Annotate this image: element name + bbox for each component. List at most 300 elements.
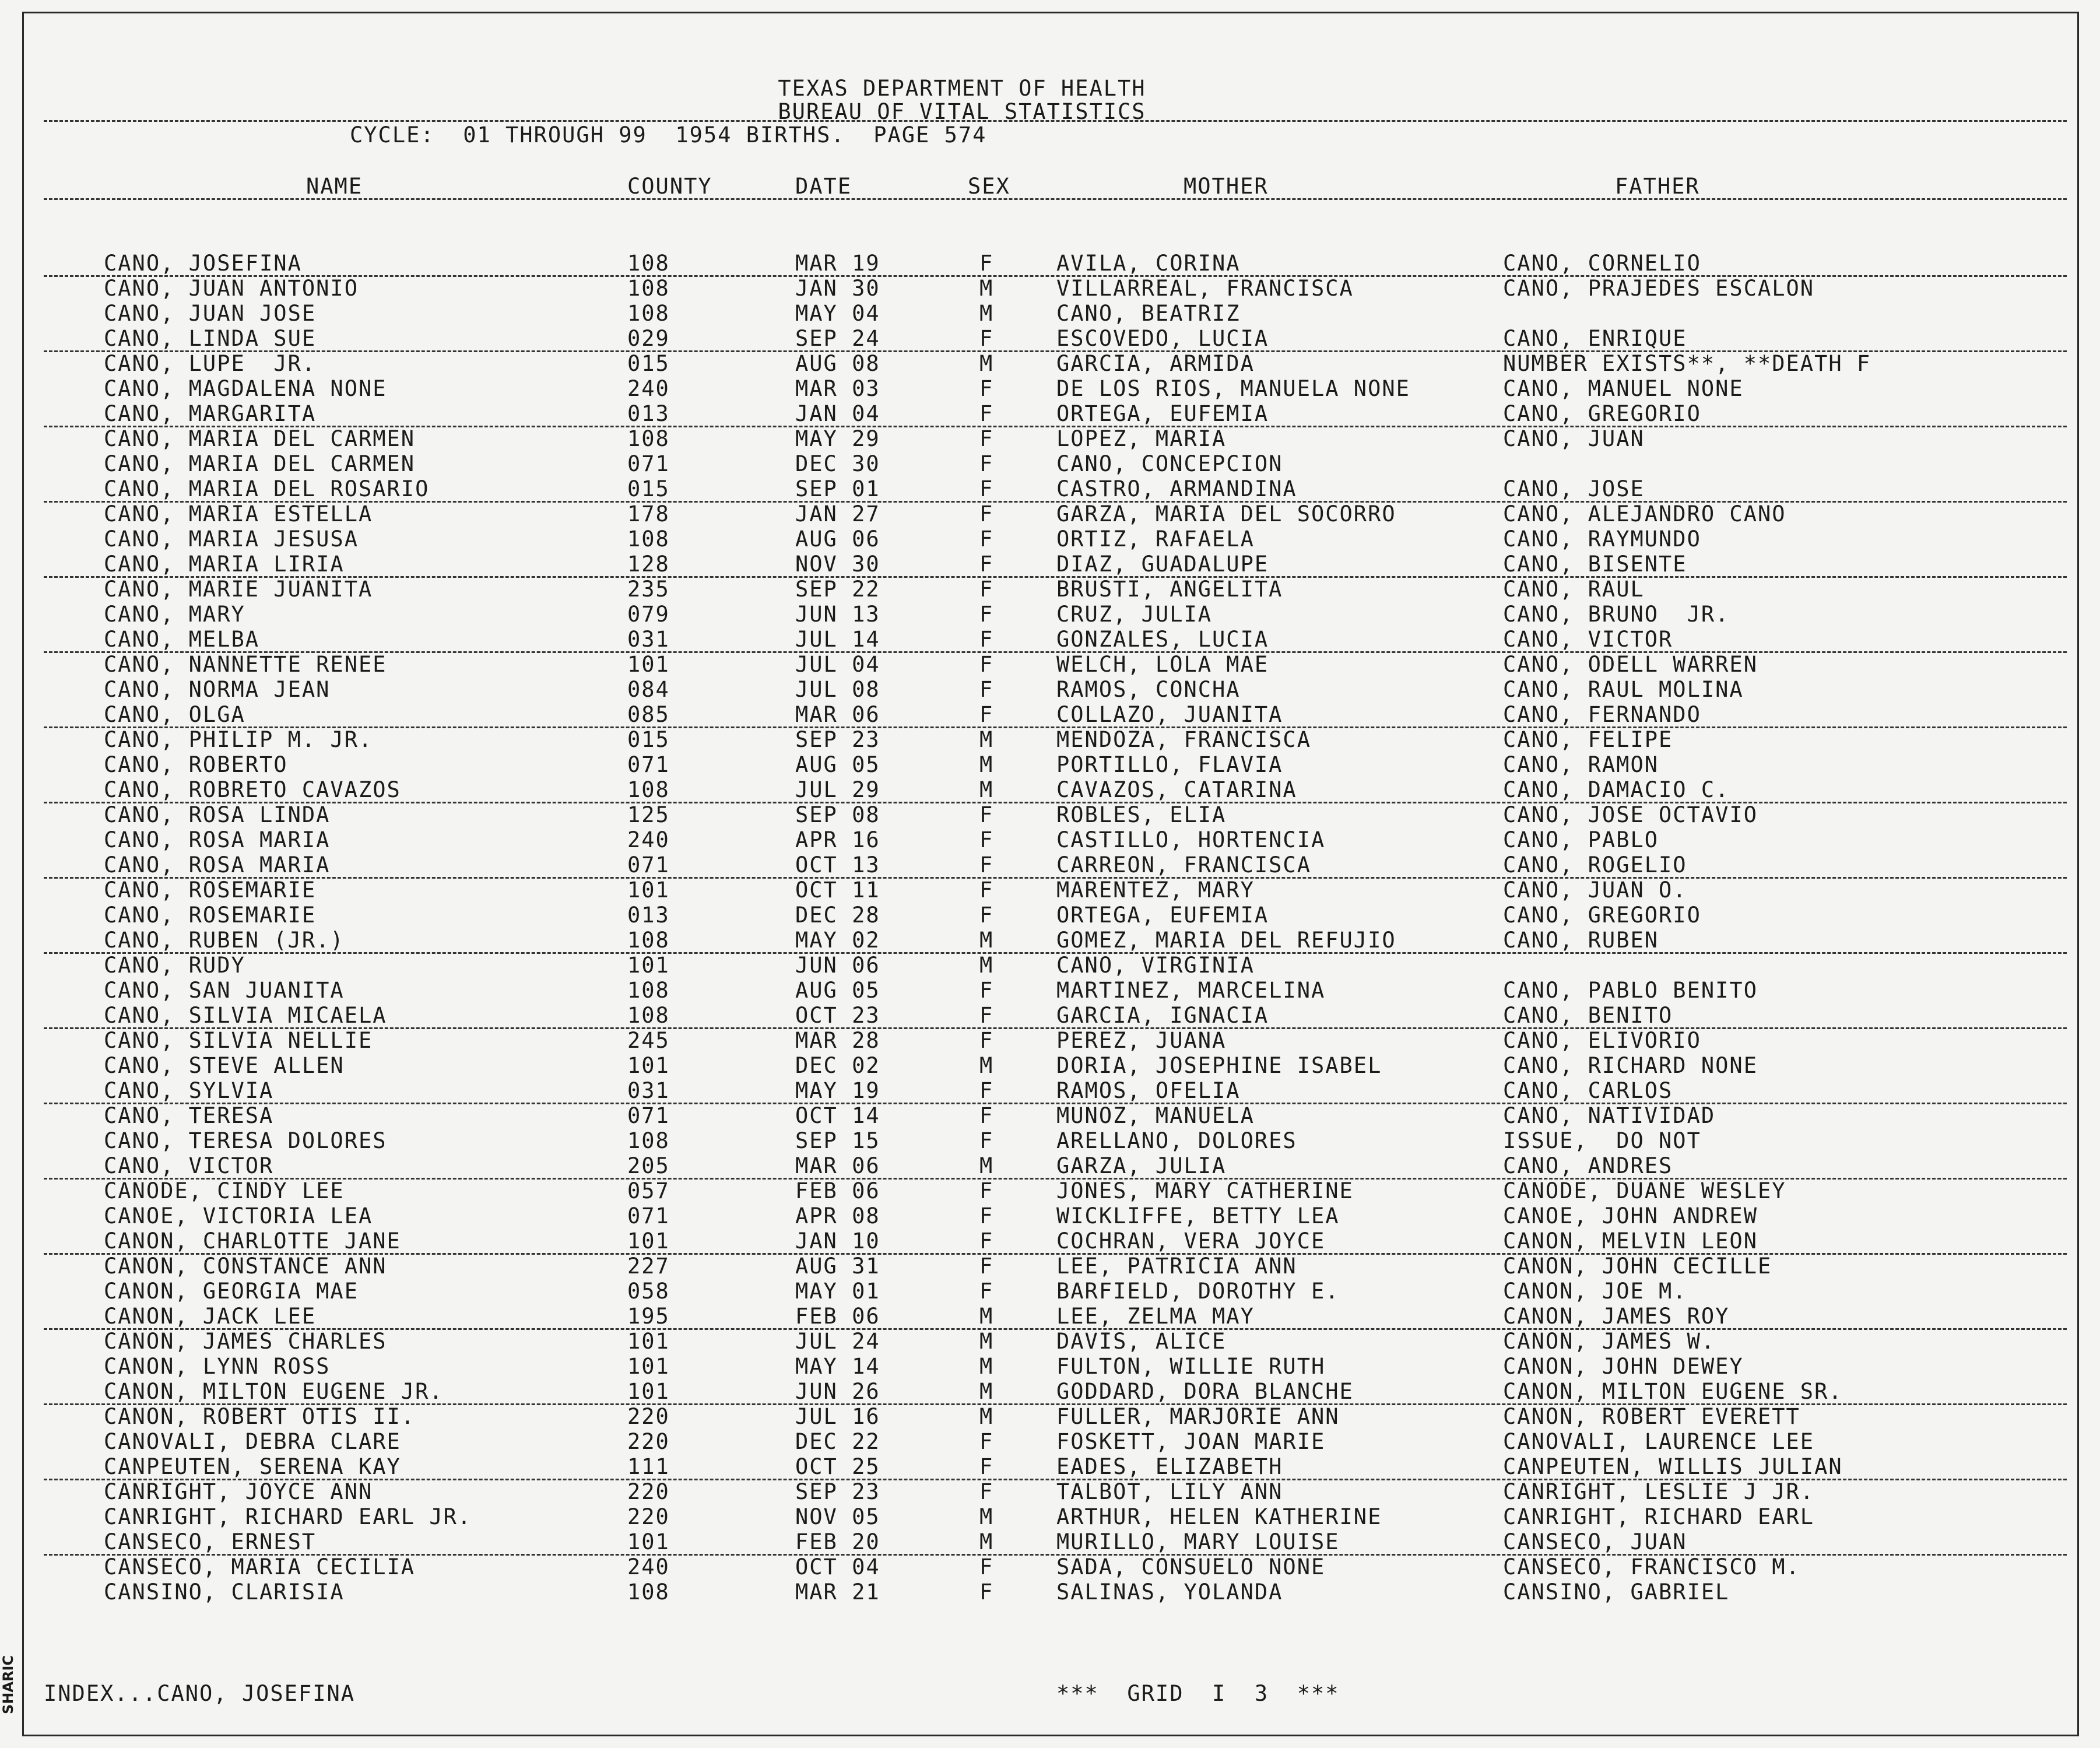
cell-sex: F — [979, 1003, 994, 1028]
cell-date: NOV 05 — [795, 1504, 880, 1529]
cell-father: CANSINO, GABRIEL — [1503, 1579, 1730, 1605]
cell-date: MAR 28 — [795, 1028, 880, 1053]
cell-sex: F — [979, 401, 994, 426]
cell-mother: ORTEGA, EUFEMIA — [1056, 903, 1269, 928]
cell-date: SEP 23 — [795, 727, 880, 752]
cell-sex: F — [979, 326, 994, 351]
cell-county: 108 — [627, 978, 670, 1003]
cell-sex: F — [979, 476, 994, 501]
cell-sex: M — [979, 301, 994, 326]
cell-father: CANO, ROGELIO — [1503, 852, 1687, 877]
cell-date: MAY 04 — [795, 301, 880, 326]
cell-county: 101 — [627, 1228, 670, 1254]
cell-date: FEB 06 — [795, 1304, 880, 1329]
cell-date: AUG 05 — [795, 752, 880, 777]
cell-mother: LEE, ZELMA MAY — [1056, 1304, 1255, 1329]
cell-mother: GARCIA, ARMIDA — [1056, 351, 1255, 376]
cell-name: CANOVALI, DEBRA CLARE — [104, 1429, 401, 1454]
cell-name: CANO, ROSA MARIA — [104, 852, 331, 877]
cell-date: MAY 02 — [795, 928, 880, 953]
cell-county: 108 — [627, 276, 670, 301]
cell-sex: F — [979, 852, 994, 877]
cell-father: CANO, JUAN O. — [1503, 877, 1687, 903]
cell-father: CANO, NATIVIDAD — [1503, 1103, 1716, 1128]
cell-father: CANO, MANUEL NONE — [1503, 376, 1744, 401]
cell-father: CANO, RICHARD NONE — [1503, 1053, 1758, 1078]
cell-date: AUG 06 — [795, 526, 880, 552]
cell-county: 101 — [627, 1053, 670, 1078]
cell-sex: F — [979, 1178, 994, 1203]
cell-father: CANO, BENITO — [1503, 1003, 1673, 1028]
cell-county: 240 — [627, 1554, 670, 1579]
cell-sex: M — [979, 727, 994, 752]
cell-name: CANO, ROSEMARIE — [104, 903, 317, 928]
cell-mother: GONZALES, LUCIA — [1056, 627, 1269, 652]
cell-name: CANO, ROBRETO CAVAZOS — [104, 777, 401, 802]
cell-date: JUL 08 — [795, 677, 880, 702]
cell-date: OCT 11 — [795, 877, 880, 903]
cell-date: SEP 01 — [795, 476, 880, 501]
cell-mother: COLLAZO, JUANITA — [1056, 702, 1283, 727]
cell-sex: M — [979, 351, 994, 376]
cell-sex: F — [979, 702, 994, 727]
cell-date: SEP 08 — [795, 802, 880, 827]
cell-father: CANRIGHT, LESLIE J JR. — [1503, 1479, 1815, 1504]
cell-mother: ROBLES, ELIA — [1056, 802, 1227, 827]
cell-sex: F — [979, 652, 994, 677]
cell-mother: CASTRO, ARMANDINA — [1056, 476, 1297, 501]
cell-county: 128 — [627, 552, 670, 577]
cell-sex: F — [979, 251, 994, 276]
cell-county: 245 — [627, 1028, 670, 1053]
cell-sex: F — [979, 1228, 994, 1254]
cell-father: CANO, FERNANDO — [1503, 702, 1701, 727]
cell-mother: ESCOVEDO, LUCIA — [1056, 326, 1269, 351]
cell-date: MAY 14 — [795, 1354, 880, 1379]
cell-name: CANO, MARIA JESUSA — [104, 526, 359, 552]
cell-date: JUL 29 — [795, 777, 880, 802]
cell-father: CANOVALI, LAURENCE LEE — [1503, 1429, 1815, 1454]
cell-name: CANON, JAMES CHARLES — [104, 1329, 387, 1354]
cell-father: CANODE, DUANE WESLEY — [1503, 1178, 1786, 1203]
cell-sex: F — [979, 602, 994, 627]
cell-father: CANO, ENRIQUE — [1503, 326, 1687, 351]
column-header-date: DATE — [795, 174, 852, 199]
cell-name: CANO, SYLVIA — [104, 1078, 274, 1103]
cell-date: OCT 13 — [795, 852, 880, 877]
column-header-county: COUNTY — [627, 174, 712, 199]
cell-county: 178 — [627, 501, 670, 526]
cell-date: OCT 14 — [795, 1103, 880, 1128]
cell-name: CANO, ROSA LINDA — [104, 802, 331, 827]
cell-mother: TALBOT, LILY ANN — [1056, 1479, 1283, 1504]
cell-date: SEP 24 — [795, 326, 880, 351]
cell-county: 031 — [627, 1078, 670, 1103]
cell-sex: F — [979, 1103, 994, 1128]
cell-mother: AVILA, CORINA — [1056, 251, 1241, 276]
cell-date: JUL 24 — [795, 1329, 880, 1354]
cell-name: CANO, NORMA JEAN — [104, 677, 331, 702]
cell-county: 101 — [627, 953, 670, 978]
cell-date: NOV 30 — [795, 552, 880, 577]
cell-father: CANO, RAUL — [1503, 577, 1645, 602]
cell-mother: CRUZ, JULIA — [1056, 602, 1213, 627]
cell-father: CANRIGHT, RICHARD EARL — [1503, 1504, 1815, 1529]
cell-date: JUN 13 — [795, 602, 880, 627]
cell-mother: MARENTEZ, MARY — [1056, 877, 1255, 903]
cell-mother: CAVAZOS, CATARINA — [1056, 777, 1297, 802]
cell-county: 058 — [627, 1279, 670, 1304]
cell-mother: EADES, ELIZABETH — [1056, 1454, 1283, 1479]
cell-name: CANO, MELBA — [104, 627, 260, 652]
row-separator — [44, 802, 2067, 803]
cell-father: CANOE, JOHN ANDREW — [1503, 1203, 1758, 1228]
footer-grid: *** GRID I 3 *** — [1056, 1681, 1340, 1706]
cell-name: CANO, NANNETTE RENEE — [104, 652, 387, 677]
cell-date: MAY 19 — [795, 1078, 880, 1103]
cell-father: CANO, BRUNO JR. — [1503, 602, 1730, 627]
cell-name: CANO, JOSEFINA — [104, 251, 302, 276]
cell-name: CANO, ROSA MARIA — [104, 827, 331, 852]
cell-date: MAY 29 — [795, 426, 880, 451]
cell-mother: RAMOS, CONCHA — [1056, 677, 1241, 702]
cell-mother: ARELLANO, DOLORES — [1056, 1128, 1297, 1153]
cell-date: MAR 06 — [795, 1153, 880, 1178]
cell-name: CANO, MARIE JUANITA — [104, 577, 373, 602]
cell-date: AUG 31 — [795, 1254, 880, 1279]
cell-date: AUG 08 — [795, 351, 880, 376]
cell-father: CANO, PABLO BENITO — [1503, 978, 1758, 1003]
cell-sex: M — [979, 1153, 994, 1178]
cell-date: MAR 06 — [795, 702, 880, 727]
cell-sex: F — [979, 978, 994, 1003]
cell-sex: F — [979, 1078, 994, 1103]
cell-date: JAN 30 — [795, 276, 880, 301]
cell-sex: M — [979, 928, 994, 953]
cell-name: CANON, CHARLOTTE JANE — [104, 1228, 401, 1254]
cell-father: CANON, JOHN CECILLE — [1503, 1254, 1772, 1279]
cell-county: 071 — [627, 1103, 670, 1128]
cell-mother: COCHRAN, VERA JOYCE — [1056, 1228, 1326, 1254]
cell-mother: PORTILLO, FLAVIA — [1056, 752, 1283, 777]
cell-mother: CANO, VIRGINIA — [1056, 953, 1255, 978]
cell-mother: FULLER, MARJORIE ANN — [1056, 1404, 1340, 1429]
cell-name: CANO, LINDA SUE — [104, 326, 317, 351]
cell-mother: MUNOZ, MANUELA — [1056, 1103, 1255, 1128]
cell-sex: F — [979, 1554, 994, 1579]
cell-name: CANO, ROSEMARIE — [104, 877, 317, 903]
cell-mother: CARREON, FRANCISCA — [1056, 852, 1311, 877]
cell-date: JAN 04 — [795, 401, 880, 426]
cell-county: 085 — [627, 702, 670, 727]
cell-county: 015 — [627, 476, 670, 501]
cell-father: CANO, ANDRES — [1503, 1153, 1673, 1178]
cell-sex: M — [979, 1504, 994, 1529]
cell-father: CANO, RUBEN — [1503, 928, 1659, 953]
header-bureau: BUREAU OF VITAL STATISTICS — [778, 99, 1146, 124]
cell-mother: JONES, MARY CATHERINE — [1056, 1178, 1354, 1203]
cell-county: 108 — [627, 301, 670, 326]
cell-father: CANO, RAYMUNDO — [1503, 526, 1701, 552]
cell-county: 071 — [627, 1203, 670, 1228]
cell-county: 108 — [627, 777, 670, 802]
cell-county: 220 — [627, 1404, 670, 1429]
row-separator — [44, 1103, 2067, 1104]
cell-date: JUL 16 — [795, 1404, 880, 1429]
cell-county: 220 — [627, 1429, 670, 1454]
cell-mother: ORTEGA, EUFEMIA — [1056, 401, 1269, 426]
cell-name: CANO, ROBERTO — [104, 752, 288, 777]
cell-name: CANO, STEVE ALLEN — [104, 1053, 345, 1078]
cell-name: CANO, MARY — [104, 602, 245, 627]
cell-date: FEB 20 — [795, 1529, 880, 1554]
cell-father: CANON, JOHN DEWEY — [1503, 1354, 1744, 1379]
cell-name: CANON, CONSTANCE ANN — [104, 1254, 387, 1279]
cell-county: 220 — [627, 1504, 670, 1529]
cell-name: CANON, LYNN ROSS — [104, 1354, 331, 1379]
cell-mother: GARZA, MARIA DEL SOCORRO — [1056, 501, 1396, 526]
cell-date: DEC 22 — [795, 1429, 880, 1454]
cell-date: DEC 30 — [795, 451, 880, 476]
cell-county: 101 — [627, 1379, 670, 1404]
cell-date: SEP 22 — [795, 577, 880, 602]
cell-county: 108 — [627, 1579, 670, 1605]
cell-mother: WELCH, LOLA MAE — [1056, 652, 1269, 677]
cell-date: FEB 06 — [795, 1178, 880, 1203]
cell-county: 015 — [627, 727, 670, 752]
cell-date: MAY 01 — [795, 1279, 880, 1304]
cell-father: CANO, JOSE OCTAVIO — [1503, 802, 1758, 827]
cell-county: 108 — [627, 526, 670, 552]
cell-father: CANO, DAMACIO C. — [1503, 777, 1730, 802]
column-header-separator — [44, 198, 2067, 200]
cell-county: 079 — [627, 602, 670, 627]
cell-name: CANO, LUPE JR. — [104, 351, 317, 376]
cell-name: CANRIGHT, JOYCE ANN — [104, 1479, 373, 1504]
cell-mother: SALINAS, YOLANDA — [1056, 1579, 1283, 1605]
cell-county: 015 — [627, 351, 670, 376]
cell-name: CANO, MARIA ESTELLA — [104, 501, 373, 526]
cell-date: JUN 06 — [795, 953, 880, 978]
cell-mother: DAVIS, ALICE — [1056, 1329, 1227, 1354]
header-separator — [44, 120, 2067, 122]
cell-father: CANON, JOE M. — [1503, 1279, 1687, 1304]
cell-father: ISSUE, DO NOT — [1503, 1128, 1701, 1153]
cell-county: 220 — [627, 1479, 670, 1504]
cell-county: 240 — [627, 827, 670, 852]
cell-county: 031 — [627, 627, 670, 652]
cell-county: 108 — [627, 1003, 670, 1028]
cell-date: JUL 04 — [795, 652, 880, 677]
cell-sex: F — [979, 802, 994, 827]
cell-name: CANSINO, CLARISIA — [104, 1579, 345, 1605]
row-separator — [44, 877, 2067, 879]
cell-mother: MARTINEZ, MARCELINA — [1056, 978, 1326, 1003]
cell-county: 108 — [627, 1128, 670, 1153]
cell-county: 125 — [627, 802, 670, 827]
cell-date: JUL 14 — [795, 627, 880, 652]
cell-county: 240 — [627, 376, 670, 401]
cell-sex: F — [979, 627, 994, 652]
cell-county: 101 — [627, 1354, 670, 1379]
cell-name: CANO, JUAN ANTONIO — [104, 276, 359, 301]
cell-sex: F — [979, 1479, 994, 1504]
cell-date: APR 08 — [795, 1203, 880, 1228]
cell-sex: F — [979, 426, 994, 451]
cell-father: CANON, JAMES ROY — [1503, 1304, 1730, 1329]
cell-county: 071 — [627, 752, 670, 777]
cell-sex: F — [979, 1254, 994, 1279]
cell-mother: MENDOZA, FRANCISCA — [1056, 727, 1311, 752]
cell-father: CANO, PRAJEDES ESCALON — [1503, 276, 1815, 301]
cell-county: 101 — [627, 1329, 670, 1354]
cell-mother: GOMEZ, MARIA DEL REFUJIO — [1056, 928, 1396, 953]
cell-sex: F — [979, 1429, 994, 1454]
cell-mother: CASTILLO, HORTENCIA — [1056, 827, 1326, 852]
cell-father: CANO, RAUL MOLINA — [1503, 677, 1744, 702]
cell-sex: M — [979, 752, 994, 777]
cell-mother: VILLARREAL, FRANCISCA — [1056, 276, 1354, 301]
cell-mother: DIAZ, GUADALUPE — [1056, 552, 1269, 577]
cell-sex: F — [979, 1128, 994, 1153]
cell-name: CANO, SILVIA NELLIE — [104, 1028, 373, 1053]
cell-name: CANO, OLGA — [104, 702, 245, 727]
cell-date: JAN 10 — [795, 1228, 880, 1254]
cell-name: CANON, GEORGIA MAE — [104, 1279, 359, 1304]
cell-sex: F — [979, 877, 994, 903]
cell-father: NUMBER EXISTS**, **DEATH F — [1503, 351, 1871, 376]
cell-father: CANO, GREGORIO — [1503, 401, 1701, 426]
row-separator — [44, 952, 2067, 954]
cell-father: CANO, PABLO — [1503, 827, 1659, 852]
cell-mother: PEREZ, JUANA — [1056, 1028, 1227, 1053]
cell-county: 227 — [627, 1254, 670, 1279]
cell-father: CANO, CARLOS — [1503, 1078, 1673, 1103]
cell-mother: GARCIA, IGNACIA — [1056, 1003, 1269, 1028]
cell-county: 101 — [627, 1529, 670, 1554]
cell-mother: WICKLIFFE, BETTY LEA — [1056, 1203, 1340, 1228]
cell-name: CANO, MARIA LIRIA — [104, 552, 345, 577]
cell-name: CANO, MARIA DEL ROSARIO — [104, 476, 430, 501]
cell-date: DEC 28 — [795, 903, 880, 928]
cell-county: 101 — [627, 877, 670, 903]
cell-sex: F — [979, 376, 994, 401]
cell-mother: BARFIELD, DOROTHY E. — [1056, 1279, 1340, 1304]
cell-county: 101 — [627, 652, 670, 677]
cell-name: CANODE, CINDY LEE — [104, 1178, 345, 1203]
cell-date: MAR 19 — [795, 251, 880, 276]
cell-mother: DORIA, JOSEPHINE ISABEL — [1056, 1053, 1382, 1078]
cell-date: JAN 27 — [795, 501, 880, 526]
cell-date: AUG 05 — [795, 978, 880, 1003]
cell-date: OCT 25 — [795, 1454, 880, 1479]
cell-sex: M — [979, 777, 994, 802]
cell-county: 071 — [627, 451, 670, 476]
cell-father: CANON, MILTON EUGENE SR. — [1503, 1379, 1843, 1404]
cell-name: CANSECO, ERNEST — [104, 1529, 317, 1554]
cell-sex: M — [979, 1404, 994, 1429]
cell-sex: F — [979, 552, 994, 577]
cell-mother: RAMOS, OFELIA — [1056, 1078, 1241, 1103]
cell-sex: F — [979, 451, 994, 476]
cell-date: APR 16 — [795, 827, 880, 852]
cell-name: CANRIGHT, RICHARD EARL JR. — [104, 1504, 472, 1529]
cell-mother: FULTON, WILLIE RUTH — [1056, 1354, 1326, 1379]
cell-sex: F — [979, 827, 994, 852]
cell-sex: M — [979, 1354, 994, 1379]
column-header-sex: SEX — [968, 174, 1010, 199]
cell-county: 013 — [627, 903, 670, 928]
column-header-father: FATHER — [1615, 174, 1700, 199]
cell-sex: M — [979, 1379, 994, 1404]
cell-father: CANON, MELVIN LEON — [1503, 1228, 1758, 1254]
cell-county: 108 — [627, 251, 670, 276]
cell-mother: SADA, CONSUELO NONE — [1056, 1554, 1326, 1579]
cell-mother: ARTHUR, HELEN KATHERINE — [1056, 1504, 1382, 1529]
cell-father: CANON, ROBERT EVERETT — [1503, 1404, 1800, 1429]
cell-father: CANO, CORNELIO — [1503, 251, 1701, 276]
footer-index: INDEX...CANO, JOSEFINA — [44, 1681, 356, 1706]
side-label: SHARIC — [0, 1655, 16, 1715]
header-department: TEXAS DEPARTMENT OF HEALTH — [778, 76, 1146, 101]
cell-name: CANO, JUAN JOSE — [104, 301, 317, 326]
cell-date: SEP 23 — [795, 1479, 880, 1504]
cell-sex: M — [979, 953, 994, 978]
cell-mother: FOSKETT, JOAN MARIE — [1056, 1429, 1326, 1454]
cell-father: CANO, VICTOR — [1503, 627, 1673, 652]
cell-county: 111 — [627, 1454, 670, 1479]
cell-mother: GODDARD, DORA BLANCHE — [1056, 1379, 1354, 1404]
cell-date: OCT 04 — [795, 1554, 880, 1579]
cell-sex: F — [979, 1279, 994, 1304]
cell-sex: M — [979, 276, 994, 301]
cell-county: 084 — [627, 677, 670, 702]
column-header-mother: MOTHER — [1184, 174, 1269, 199]
cell-father: CANO, BISENTE — [1503, 552, 1687, 577]
cell-mother: LOPEZ, MARIA — [1056, 426, 1227, 451]
cell-father: CANO, FELIPE — [1503, 727, 1673, 752]
cell-sex: M — [979, 1329, 994, 1354]
cell-county: 013 — [627, 401, 670, 426]
header-cycle: CYCLE: 01 THROUGH 99 1954 BIRTHS. PAGE 574 — [350, 122, 987, 148]
cell-name: CANO, TERESA DOLORES — [104, 1128, 387, 1153]
cell-name: CANO, TERESA — [104, 1103, 274, 1128]
cell-father: CANO, ALEJANDRO CANO — [1503, 501, 1786, 526]
cell-father: CANO, RAMON — [1503, 752, 1659, 777]
cell-county: 235 — [627, 577, 670, 602]
cell-name: CANOE, VICTORIA LEA — [104, 1203, 373, 1228]
cell-name: CANO, RUBEN (JR.) — [104, 928, 345, 953]
cell-county: 057 — [627, 1178, 670, 1203]
cell-sex: M — [979, 1304, 994, 1329]
cell-father: CANO, ODELL WARREN — [1503, 652, 1758, 677]
cell-date: MAR 03 — [795, 376, 880, 401]
cell-father: CANON, JAMES W. — [1503, 1329, 1716, 1354]
cell-mother: MURILLO, MARY LOUISE — [1056, 1529, 1340, 1554]
cell-name: CANON, MILTON EUGENE JR. — [104, 1379, 444, 1404]
cell-sex: F — [979, 677, 994, 702]
cell-date: MAR 21 — [795, 1579, 880, 1605]
cell-name: CANO, RUDY — [104, 953, 245, 978]
cell-county: 108 — [627, 928, 670, 953]
cell-name: CANPEUTEN, SERENA KAY — [104, 1454, 401, 1479]
cell-father: CANSECO, JUAN — [1503, 1529, 1687, 1554]
cell-mother: ORTIZ, RAFAELA — [1056, 526, 1255, 552]
cell-sex: M — [979, 1529, 994, 1554]
cell-date: JUN 26 — [795, 1379, 880, 1404]
cell-mother: CANO, CONCEPCION — [1056, 451, 1283, 476]
cell-sex: F — [979, 1454, 994, 1479]
